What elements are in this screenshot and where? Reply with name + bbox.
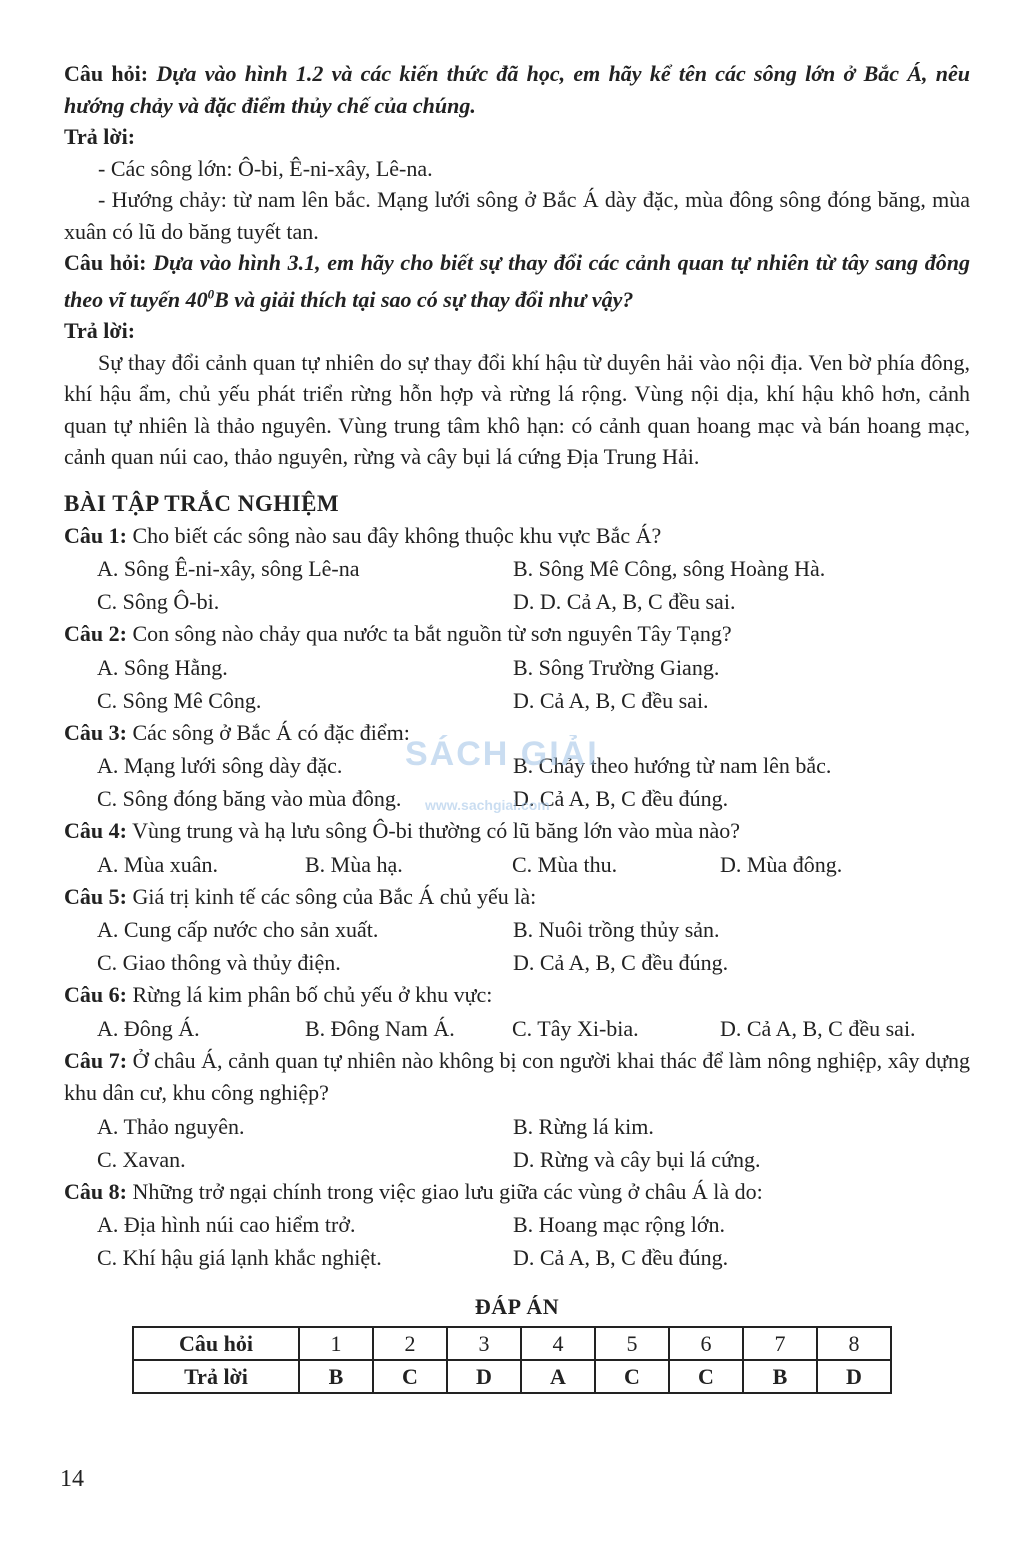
quiz-question-2: Câu 2: Con sông nào chảy qua nước ta bắt nguồn từ sơn nguyên Tây Tạng? A. Sông Hằng. B. Sông Trường Giang. C. Sông Mê Công. D. Cả A, B, C đều sai. [64,618,970,717]
option-a: A. Thảo nguyên. [97,1113,245,1139]
answer-bullet: - Các sông lớn: Ô-bi, Ê-ni-xây, Lê-na. [98,155,433,181]
answer-paragraph: Sự thay đổi cảnh quan tự nhiên do sự thay đổi khí hậu từ duyên hải vào nội địa. Ven bờ phía đông, khí hậu ẩm, chủ yếu phát triển rừng hỗn hợp và rừng lá rộng. Vùng nội dịa, khí hậu khô hơn, cảnh quan tự nhiên là thảo nguyên. Vùng trung tâm khô hạn: có cảnh quan hoang mạc và bán hoang mạc, cảnh quan núi cao, thảo nguyên, rừng và cây bụi lá cứng Địa Trung Hải. [64,349,970,470]
option-a: A. Địa hình núi cao hiểm trở. [97,1212,356,1238]
option-b: B. Sông Mê Công, sông Hoàng Hà. [513,556,826,582]
option-c: C. Mùa thu. [512,851,618,877]
option-c: C. Sông Mê Công. [97,687,262,713]
option-b: B. Mùa hạ. [305,851,403,877]
answer-label: Trả lời: [64,318,136,344]
option-a: A. Sông Hằng. [97,654,228,680]
option-c: C. Sông đóng băng vào mùa đông. [97,786,402,812]
answer-value: A [521,1360,595,1393]
quiz-question-1: Câu 1: Cho biết các sông nào sau đây không thuộc khu vực Bắc Á? A. Sông Ê-ni-xây, sông Lê-na B. Sông Mê Công, sông Hoàng Hà. C. Sông Ô-bi. D. D. Cả A, B, C đều sai. [64,520,970,619]
option-d: D. D. Cả A, B, C đều sai. [513,589,736,615]
option-c: C. Khí hậu giá lạnh khắc nghiệt. [97,1245,382,1271]
answer-bullet: - Hướng chảy: từ nam lên bắc. Mạng lưới sông ở Bắc Á dày đặc, mùa đông sông đóng băng, mùa xuân có lũ do băng tuyết tan. [64,187,970,244]
answer-table [132,1326,892,1394]
question-number: 7 [743,1327,817,1360]
question-2-block [64,247,970,315]
question-number: 8 [817,1327,891,1360]
answer-value: B [743,1360,817,1393]
row-label: Trả lời [133,1360,299,1393]
question-text: Dựa vào hình 3.1, em hãy cho biết sự thay đổi các cảnh quan tự nhiên từ tây sang đông theo vĩ tuyến $40^0B$ và giải thích tại sao có sự thay đổi như vậy? [64,250,970,312]
option-d: D. Mùa đông. [720,851,843,877]
answer-value: C [669,1360,743,1393]
question-number: 2 [373,1327,447,1360]
option-d: D. Cả A, B, C đều đúng. [513,1245,729,1271]
option-a: A. Đông Á. [97,1015,200,1041]
option-a: A. Cung cấp nước cho sản xuất. [97,917,379,943]
document-page [64,58,970,1394]
option-d: D. Cả A, B, C đều sai. [720,1015,916,1041]
option-d: D. Rừng và cây bụi lá cứng. [513,1146,761,1172]
answer-table-row-answers [133,1360,891,1393]
option-b: B. Chảy theo hướng từ nam lên bắc. [513,753,832,779]
question-label: Câu hỏi: [64,250,147,275]
quiz-question-5: Câu 5: Giá trị kinh tế các sông của Bắc Á chủ yếu là: A. Cung cấp nước cho sản xuất. B. Nuôi trồng thủy sản. C. Giao thông và thủy điện. D. Cả A, B, C đều đúng. [64,881,970,980]
answer-value: D [447,1360,521,1393]
answer-table-row-numbers [133,1327,891,1360]
option-a: A. Mùa xuân. [97,851,218,877]
watermark [405,735,625,825]
quiz-question-3: Câu 3: Các sông ở Bắc Á có đặc điểm: A. Mạng lưới sông dày đặc. B. Chảy theo hướng từ nam lên bắc. C. Sông đóng băng vào mùa đông. D. Cả A, B, C đều đúng. [64,717,970,816]
answers-title: ĐÁP ÁN [474,1294,560,1320]
section-title: BÀI TẬP TRẮC NGHIỆM [64,490,340,516]
quiz-question-4: Câu 4: Vùng trung và hạ lưu sông Ô-bi thường có lũ băng lớn vào mùa nào? A. Mùa xuân. B. Mùa hạ. C. Mùa thu. D. Mùa đông. [64,815,970,881]
answer-label: Trả lời: [64,124,136,149]
question-number: 6 [669,1327,743,1360]
question-text: Dựa vào hình 1.2 và các kiến thức đã học, em hãy kể tên các sông lớn ở Bắc Á, nêu hướng chảy và đặc điểm thủy chế của chúng. [64,61,971,118]
question-number: 4 [521,1327,595,1360]
option-d: D. Cả A, B, C đều sai. [513,687,709,713]
question-label: Câu hỏi: [64,61,149,86]
option-b: B. Sông Trường Giang. [513,654,720,680]
option-a: A. Sông Ê-ni-xây, sông Lê-na [97,556,360,582]
answer-value: C [373,1360,447,1393]
quiz-list [64,520,970,1275]
watermark-title: SÁCH GIẢI [405,735,599,773]
option-c: C. Tây Xi-bia. [512,1015,639,1041]
answer-value: D [817,1360,891,1393]
option-b: B. Hoang mạc rộng lớn. [513,1212,726,1238]
option-d: D. Cả A, B, C đều đúng. [513,950,729,976]
quiz-question-7: Câu 7: Ở châu Á, cảnh quan tự nhiên nào không bị con người khai thác để làm nông nghiệp, xây dựng khu dân cư, khu công nghiệp? A. Thảo nguyên. B. Rừng lá kim. C. Xavan. D. Rừng và cây bụi lá cứng. [64,1045,970,1176]
quiz-question-6: Câu 6: Rừng lá kim phân bố chủ yếu ở khu vực: A. Đông Á. B. Đông Nam Á. C. Tây Xi-bia. D. Cả A, B, C đều sai. [64,979,970,1045]
answer-value: B [299,1360,373,1393]
question-1-block [64,58,970,121]
option-c: C. Xavan. [97,1146,186,1172]
option-b: B. Đông Nam Á. [305,1015,455,1041]
option-b: B. Nuôi trồng thủy sản. [513,917,720,943]
quiz-question-8: Câu 8: Những trở ngại chính trong việc giao lưu giữa các vùng ở châu Á là do: A. Địa hình núi cao hiểm trở. B. Hoang mạc rộng lớn. C. Khí hậu giá lạnh khắc nghiệt. D. Cả A, B, C đều đúng. [64,1176,970,1275]
option-c: C. Sông Ô-bi. [97,589,220,615]
option-c: C. Giao thông và thủy điện. [97,950,341,976]
question-number: 1 [299,1327,373,1360]
option-b: B. Rừng lá kim. [513,1113,654,1139]
option-a: A. Mạng lưới sông dày đặc. [97,753,343,779]
question-number: 3 [447,1327,521,1360]
row-label: Câu hỏi [133,1327,299,1360]
watermark-url: www.sachgiai.com [425,797,550,813]
page-number: 14 [60,1466,84,1492]
answer-value: C [595,1360,669,1393]
question-number: 5 [595,1327,669,1360]
option-d: D. Cả A, B, C đều đúng. [513,786,729,812]
